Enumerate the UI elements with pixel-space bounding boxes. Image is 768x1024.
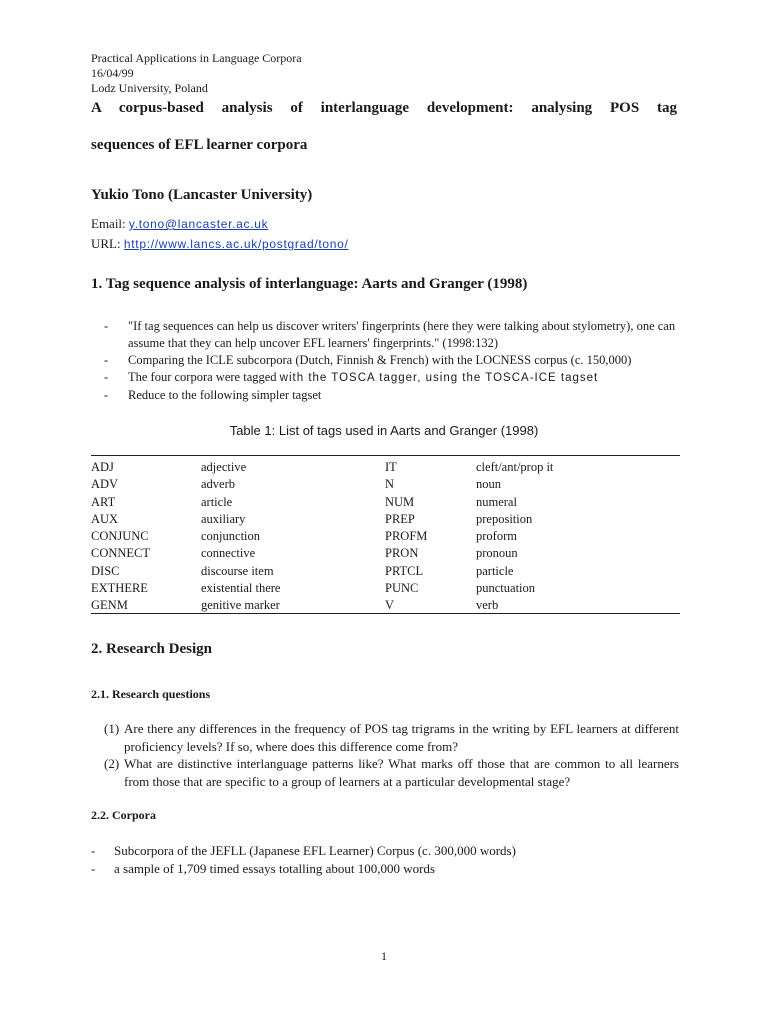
tag-meaning-cell: punctuation [476,581,536,596]
tag-code-cell: CONNECT [91,546,151,561]
table-row [91,545,680,562]
question-number: (2) [104,756,120,771]
bullet-dash: - [104,353,109,367]
tag-code-cell: CONJUNC [91,529,149,544]
url-row [91,234,349,254]
tag-meaning-cell: noun [476,477,501,492]
bullet-item [91,369,681,387]
tag-code-cell: GENM [91,598,128,613]
tag-meaning-cell: pronoun [476,546,518,561]
table-bottom-rule [91,613,680,614]
table-row [91,580,680,597]
tag-code-cell: PUNC [385,581,419,596]
email-row [91,214,349,234]
bullet-item [91,352,681,369]
question-text: What are distinctive interlanguage patterns like? What marks off those that are common to all learners from those that are specific to a group of learners at a particular developmental stage? [124,756,679,789]
tag-code-cell: N [385,477,395,492]
tag-code-cell: NUM [385,494,415,509]
header-date: 16/04/99 [91,66,134,80]
corpora-text: Subcorpora of the JEFLL (Japanese EFL Learner) Corpus (c. 300,000 words) [114,843,516,858]
research-questions [104,720,679,790]
tag-code-cell: ADV [91,477,119,492]
question-item [104,755,679,790]
tag-code-cell: EXTHERE [91,581,148,596]
tag-meaning-cell: existential there [201,581,281,596]
tag-code-cell: V [385,598,395,613]
bullet-dash: - [104,388,109,402]
bullet-text: Reduce to the following simpler tagset [128,388,322,402]
tag-code-cell: AUX [91,511,119,526]
tag-meaning-cell: numeral [476,494,517,509]
tag-meaning-cell: article [201,494,233,509]
paper-title-line-1: A corpus-based analysis of interlanguage development: analysing POS tag [91,100,677,116]
tag-table-body [91,459,680,615]
tag-code-cell: PREP [385,511,415,526]
tag-code-cell: ADJ [91,460,114,474]
corpora-text: a sample of 1,709 timed essays totalling about 100,000 words [114,861,435,876]
question-item [104,720,679,755]
tag-code-cell: PROFM [385,529,428,544]
tag-meaning-cell: proform [476,529,517,544]
contact-block [91,214,349,254]
page-number: 1 [381,949,387,963]
bullet-dash: - [104,319,109,333]
bullet-text: "If tag sequences can help us discover writers' fingerprints (here they were talking about stylometry), one can assume that they can help uncover EFL learners' fingerprints." (1998:132) [128,319,676,350]
author-line: Yukio Tono (Lancaster University) [91,187,313,203]
subsection-2-2-heading: 2.2. Corpora [91,808,156,822]
table-row [91,528,680,545]
bullet-text: Comparing the ICLE subcorpora (Dutch, Finnish & French) with the LOCNESS corpus (c. 150,000) [128,353,632,367]
bullet-text: The four corpora were tagged [128,370,280,384]
running-header [91,51,302,96]
tag-code-cell: ART [91,494,116,509]
tag-meaning-cell: connective [201,546,256,561]
url-link[interactable]: http://www.lancs.ac.uk/postgrad/tono/ [123,237,349,251]
section-2-heading: 2. Research Design [91,641,212,657]
header-conference: Practical Applications in Language Corpora [91,51,302,65]
bullet-dash: - [104,370,109,384]
tag-table [91,459,680,615]
tag-meaning-cell: preposition [476,511,533,526]
table-row [91,494,680,511]
subsection-2-1-heading: 2.1. Research questions [91,687,211,701]
tag-code-cell: IT [385,460,397,474]
tag-meaning-cell: conjunction [201,529,261,544]
email-link[interactable]: y.tono@lancaster.ac.uk [128,217,269,231]
tag-code-cell: DISC [91,563,120,578]
question-text: Are there any differences in the frequency of POS tag trigrams in the writing by EFL learners at different proficiency levels? If so, where does this difference come from? [124,721,679,754]
corpora-list [91,842,681,878]
tag-code-cell: PRON [385,546,419,561]
tag-meaning-cell: verb [476,598,499,613]
tag-meaning-cell: adjective [201,460,247,474]
email-label: Email: [91,216,129,231]
table-top-rule [91,455,680,456]
url-label: URL: [91,236,124,251]
table-caption: Table 1: List of tags used in Aarts and Granger (1998) [229,423,539,438]
tag-meaning-cell: cleft/ant/prop it [476,460,554,474]
tag-meaning-cell: auxiliary [201,511,246,526]
tag-meaning-cell: discourse item [201,563,274,578]
corpora-item [91,860,681,878]
bullet-dash: - [91,861,96,876]
table-row [91,459,680,476]
header-venue: Lodz University, Poland [91,81,208,95]
table-row [91,476,680,493]
tag-code-cell: PRTCL [385,563,424,578]
bullet-item [91,387,681,404]
bullet-dash: - [91,843,96,858]
corpora-item [91,842,681,860]
question-number: (1) [104,721,120,736]
section-1-heading: 1. Tag sequence analysis of interlanguage: Aarts and Granger (1998) [91,276,528,292]
section-1-bullets [91,318,681,404]
bullet-text-tail: with the TOSCA tagger, using the TOSCA-ICE tagset [279,372,599,384]
tag-meaning-cell: adverb [201,477,236,492]
table-row [91,511,680,528]
bullet-item [91,318,681,352]
table-row [91,563,680,580]
tag-meaning-cell: genitive marker [201,598,280,613]
paper-title-line-2: sequences of EFL learner corpora [91,137,308,153]
tag-meaning-cell: particle [476,563,514,578]
